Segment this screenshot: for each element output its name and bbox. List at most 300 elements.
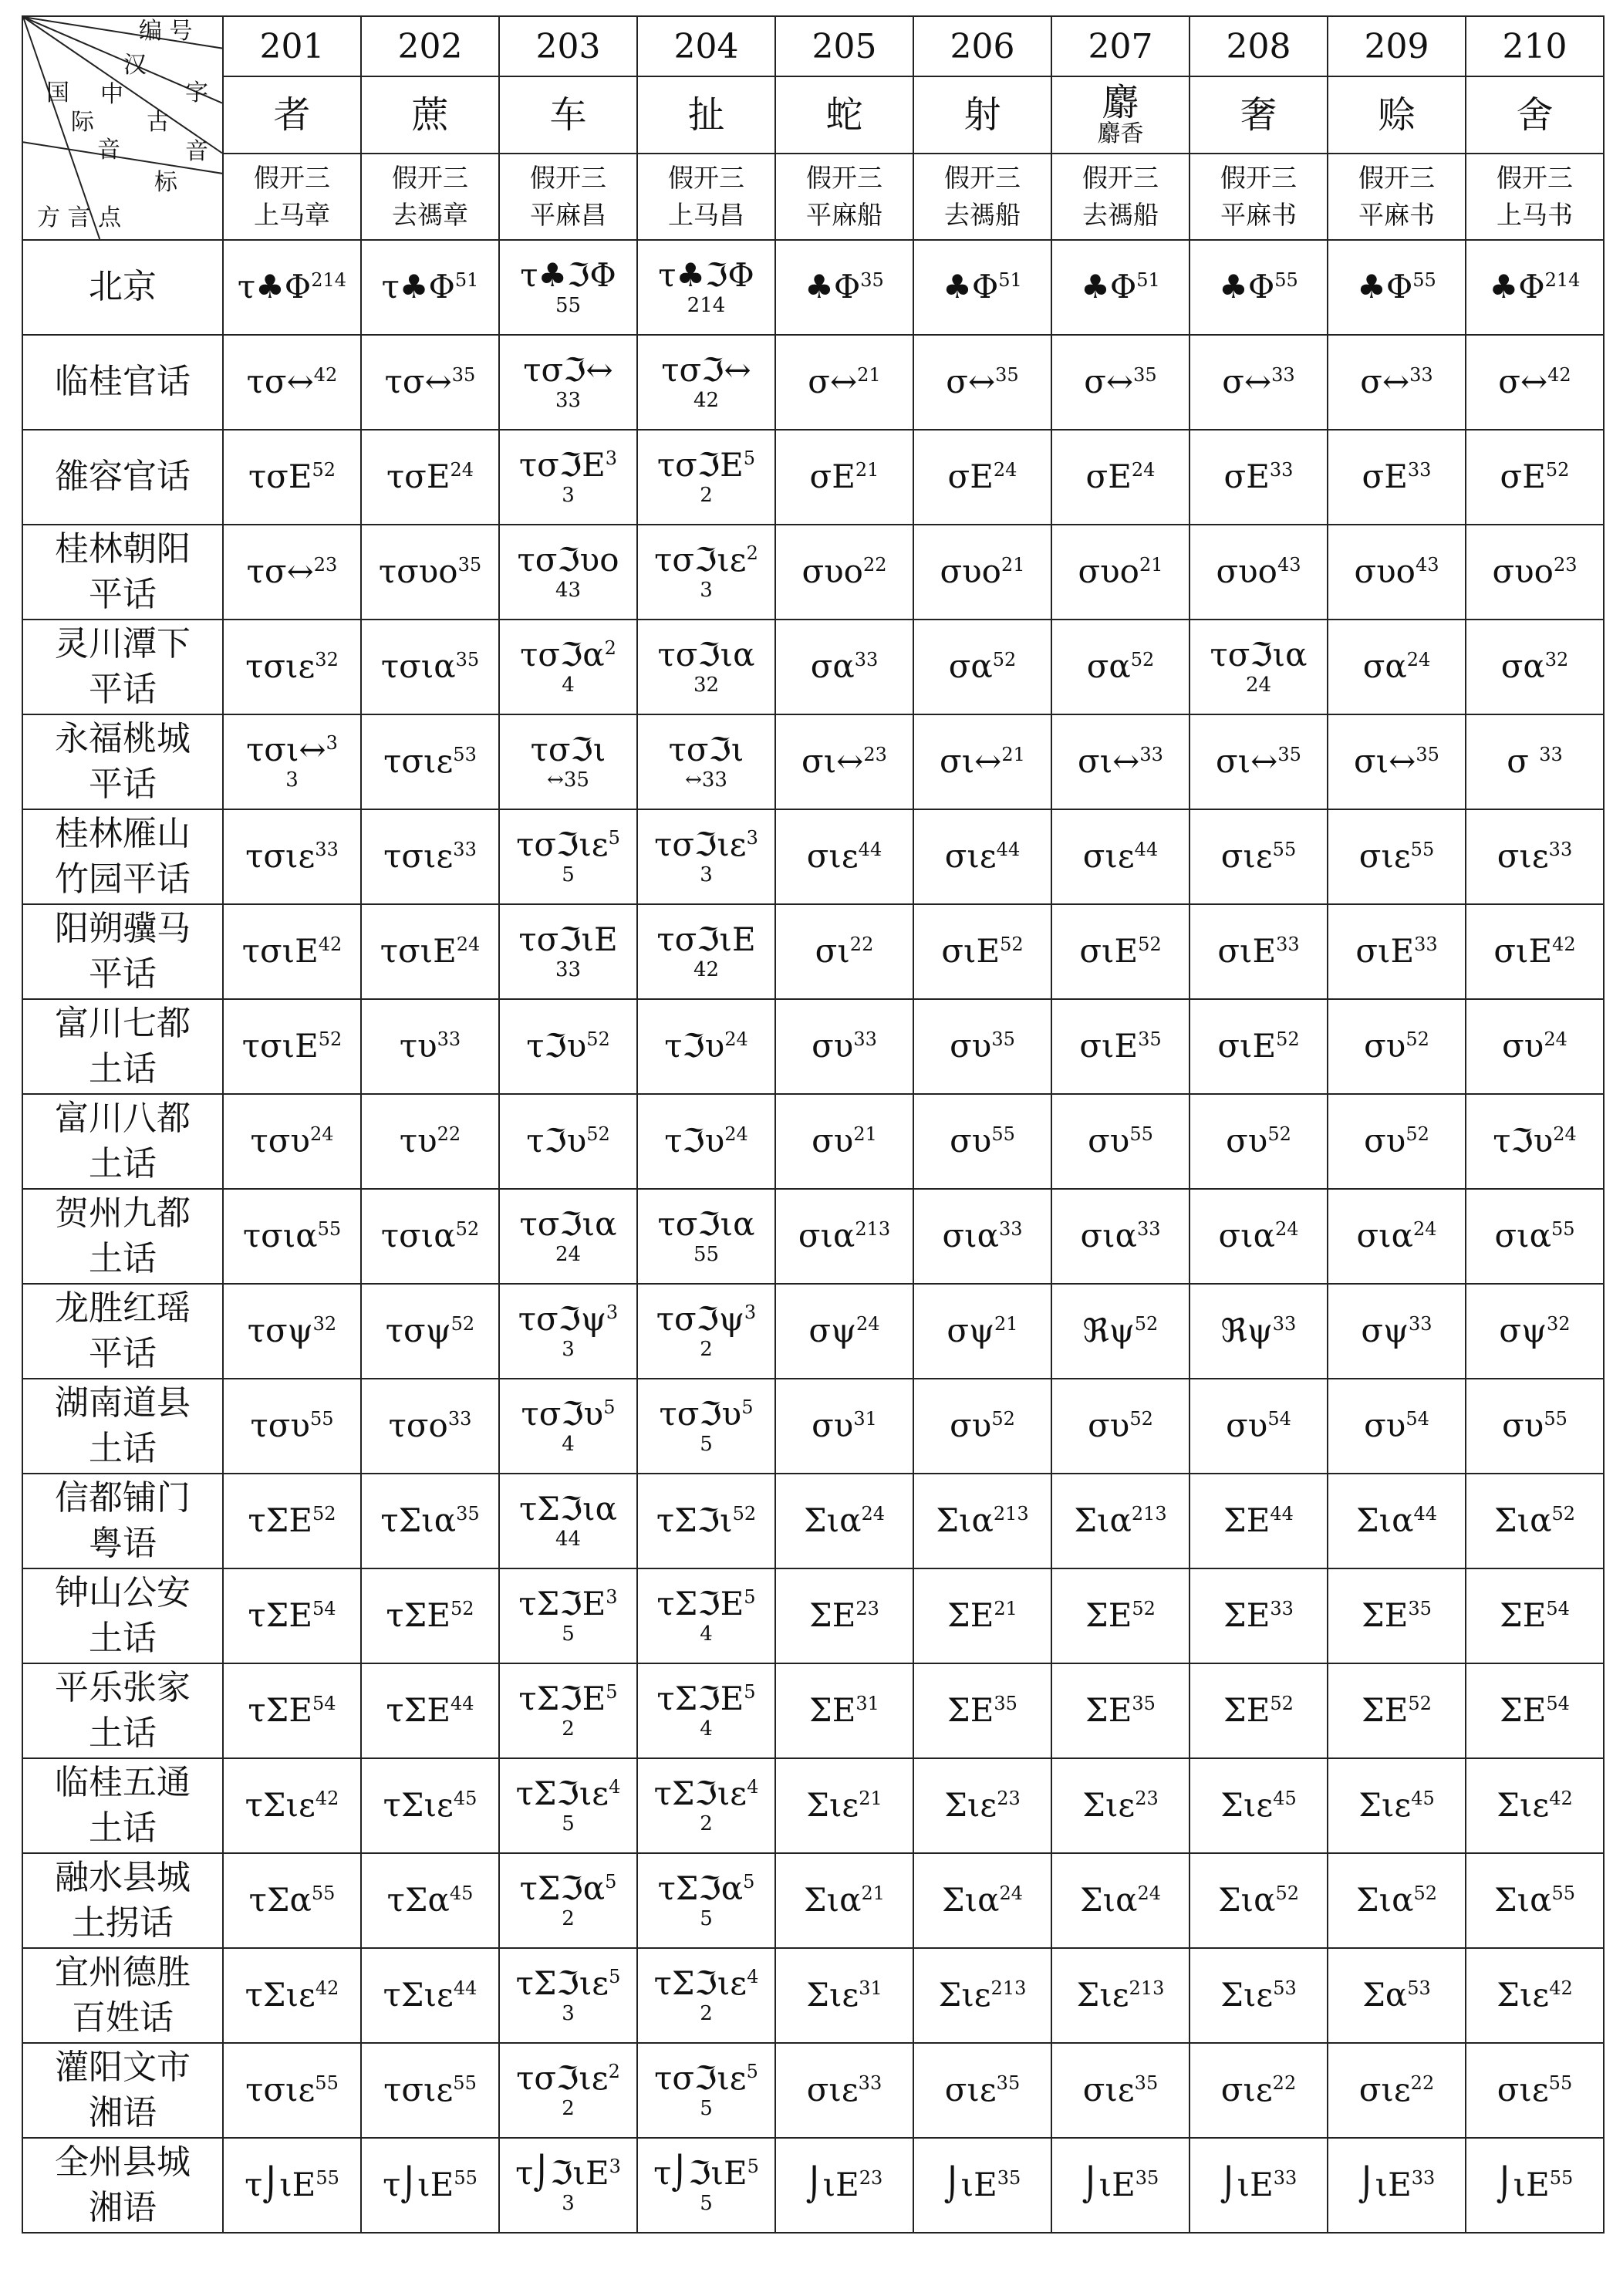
transcription-text: σιE: [1355, 932, 1415, 971]
transcription-line: [362, 933, 498, 970]
transcription-line: [914, 1787, 1051, 1824]
transcription-line: [1190, 1217, 1327, 1254]
transcription-cell: [223, 620, 361, 714]
transcription-text: σα: [1500, 647, 1545, 686]
transcription-line: [1190, 1123, 1327, 1160]
transcription-line: [1328, 2166, 1465, 2203]
tone-second-line: 43: [555, 578, 582, 602]
transcription-text: τσιE: [380, 932, 457, 971]
transcription-text: σα: [948, 647, 993, 686]
transcription-line: [362, 1028, 498, 1065]
transcription-line: [914, 2166, 1051, 2203]
tone-superscript: 52: [991, 1408, 1015, 1430]
transcription-line: [776, 1977, 913, 2014]
tone-superscript: 33: [1272, 1313, 1297, 1335]
dialect-row: [22, 430, 1604, 525]
tone-superscript: 35: [994, 1693, 1017, 1715]
transcription-line: [1190, 838, 1327, 875]
transcription-cell: [1328, 714, 1466, 809]
transcription-text: Σα: [1362, 1976, 1408, 2014]
transcription-text: Σια: [936, 1501, 994, 1540]
transcription-text: Σιε: [1497, 1786, 1550, 1825]
transcription-text: σιε: [1082, 837, 1135, 876]
transcription-cell: [1051, 1474, 1190, 1568]
dialect-point-name: 土话: [89, 1428, 157, 1468]
transcription-cell: [361, 1663, 499, 1758]
transcription-cell: [1328, 999, 1466, 1094]
transcription-line: [1466, 268, 1603, 306]
transcription-text: τσℑια: [657, 1205, 755, 1244]
transcription-text: συο: [1216, 552, 1277, 591]
transcription-cell: [223, 240, 361, 335]
transcription-cell: [775, 1189, 913, 1284]
transcription-cell: [1328, 1663, 1466, 1758]
tone-second-line: 42: [693, 388, 720, 412]
transcription-text: σια: [798, 1217, 855, 1255]
mc-rhyme: 假开三: [1082, 163, 1159, 194]
column-middle-chinese: [637, 154, 775, 240]
transcription-cell: [499, 1189, 637, 1284]
transcription-line: [776, 743, 913, 780]
transcription-cell: [913, 240, 1051, 335]
transcription-text: ♣Φ: [805, 268, 861, 306]
mc-initial: 去禡章: [392, 200, 468, 230]
tone-superscript: 35: [1416, 744, 1439, 766]
transcription-text: τυ: [399, 1122, 437, 1160]
dialect-point-name: 土话: [89, 1238, 157, 1278]
tone-superscript: 52: [1130, 649, 1155, 671]
transcription-cell: [1466, 1758, 1604, 1853]
transcription-line: [1190, 1597, 1327, 1634]
transcription-line: [362, 648, 498, 685]
transcription-cell: [637, 1758, 775, 1853]
dialect-point-name: 平话: [89, 574, 157, 614]
character-text: 蔗: [411, 93, 449, 137]
tone-second-line: 2: [700, 1337, 713, 1361]
transcription-line: [224, 1502, 360, 1539]
character-text: 蛇: [825, 93, 863, 137]
transcription-line: [1052, 1123, 1189, 1160]
tone-superscript: 45: [1411, 1788, 1435, 1810]
transcription-text: τσια: [380, 1217, 456, 1255]
transcription-line: [500, 1775, 636, 1812]
transcription-cell: [361, 809, 499, 904]
transcription-text: συ: [1088, 1406, 1130, 1445]
transcription-cell: [361, 2043, 499, 2138]
tone-superscript: 44: [1270, 1503, 1294, 1525]
transcription-cell: [1328, 335, 1466, 430]
transcription-cell: [913, 1094, 1051, 1189]
dialect-point-cell: [22, 525, 223, 620]
transcription-cell: [1190, 525, 1328, 620]
transcription-line: [224, 553, 360, 590]
tone-superscript: 54: [1267, 1408, 1291, 1430]
column-number: 202: [361, 16, 499, 76]
transcription-text: τ⌡ιE: [245, 2166, 316, 2204]
transcription-text: συ: [1502, 1406, 1544, 1445]
tone-second-line: 33: [555, 388, 582, 412]
corner-label-zi: 字: [185, 79, 208, 106]
tone-superscript: 52: [450, 1313, 475, 1335]
tone-superscript: 52: [732, 1503, 757, 1525]
transcription-text: σE: [1362, 458, 1408, 496]
tone-superscript: 21: [994, 1313, 1018, 1335]
transcription-text: ΣE: [1500, 1596, 1547, 1635]
tone-second-line: 2: [700, 2001, 713, 2025]
transcription-cell: [1328, 2043, 1466, 2138]
transcription-text: Σιε: [806, 1786, 859, 1825]
transcription-line: [1190, 268, 1327, 306]
tone-superscript: 55: [311, 1882, 336, 1905]
tone-superscript: 24: [1412, 1218, 1437, 1241]
tone-superscript: 31: [859, 1977, 882, 2000]
transcription-text: τσψ: [247, 1312, 313, 1350]
transcription-text: σE: [809, 458, 855, 496]
transcription-text: τσℑα: [520, 636, 605, 674]
corner-label-dialect-point: 方 言 点: [37, 204, 122, 231]
transcription-cell: [1051, 1948, 1190, 2043]
transcription-text: σιE: [1493, 932, 1553, 971]
transcription-text: ΣE: [1085, 1691, 1132, 1730]
transcription-cell: [361, 1284, 499, 1379]
transcription-cell: [637, 1379, 775, 1474]
transcription-text: τσιε: [245, 837, 316, 876]
tone-superscript: 23: [997, 1788, 1021, 1810]
transcription-line: [362, 458, 498, 495]
dialect-point-cell: [22, 1474, 223, 1568]
transcription-text: τσℑια: [519, 1205, 617, 1244]
dialect-point-cell: [22, 2138, 223, 2233]
transcription-text: τΣℑE: [656, 1680, 744, 1718]
tone-superscript: 55: [1551, 1218, 1575, 1241]
transcription-text: τσℑια: [1210, 636, 1308, 674]
transcription-cell: [1190, 809, 1328, 904]
dialect-point-cell: [22, 620, 223, 714]
column-character: [775, 76, 913, 154]
tone-superscript: 33: [854, 649, 879, 671]
transcription-line: [500, 1965, 636, 2002]
tone-second-line: 3: [562, 2191, 575, 2215]
mc-rhyme: 假开三: [806, 163, 882, 194]
transcription-line: [914, 1977, 1051, 2014]
transcription-cell: [637, 999, 775, 1094]
tone-superscript: 33: [998, 1218, 1023, 1241]
tone-superscript: 24: [309, 1123, 334, 1146]
transcription-text: ΣE: [947, 1691, 994, 1730]
transcription-cell: [499, 1853, 637, 1948]
character-text: 车: [549, 93, 587, 137]
tone-superscript: 35: [1408, 1598, 1432, 1620]
tone-superscript: 31: [855, 1693, 879, 1715]
transcription-text: σιε: [944, 837, 997, 876]
column-character: [637, 76, 775, 154]
tone-superscript: 22: [1410, 2072, 1435, 2095]
transcription-line: [362, 553, 498, 590]
tone-second-line: 5: [700, 2096, 713, 2120]
transcription-cell: [1051, 904, 1190, 999]
transcription-text: τσℑψ: [656, 1300, 744, 1339]
tone-superscript: 52: [1267, 1123, 1291, 1146]
transcription-cell: [1051, 1568, 1190, 1663]
tone-superscript: 23: [863, 744, 887, 766]
transcription-cell: [1051, 1379, 1190, 1474]
tone-second-line: 2: [562, 2096, 575, 2120]
transcription-line: [362, 743, 498, 780]
tone-second-line: 3: [562, 2001, 575, 2025]
table-body: [22, 16, 1604, 2233]
transcription-line: [776, 1217, 913, 1254]
mc-initial: 平麻书: [1358, 200, 1435, 230]
transcription-line: [1052, 268, 1189, 306]
transcription-cell: [1051, 1094, 1190, 1189]
dialect-point-name: 土拐话: [72, 1903, 174, 1943]
transcription-line: [1190, 1787, 1327, 1824]
transcription-cell: [499, 1663, 637, 1758]
tone-superscript: 33: [453, 839, 477, 861]
transcription-text: τσℑι: [530, 731, 606, 769]
transcription-cell: [499, 809, 637, 904]
transcription-cell: [499, 240, 637, 335]
transcription-text: συ: [1226, 1122, 1268, 1160]
transcription-text: ♣Φ: [1219, 268, 1275, 306]
transcription-cell: [499, 904, 637, 999]
tone-superscript: 35: [860, 269, 884, 292]
transcription-line: [1466, 933, 1603, 970]
transcription-cell: [1190, 1094, 1328, 1189]
transcription-text: τσℑιε: [516, 826, 609, 864]
transcription-cell: [637, 1284, 775, 1379]
transcription-text: Σιε: [1220, 1976, 1274, 2014]
transcription-text: σ↔: [1222, 363, 1272, 401]
tone-superscript: 5: [747, 2156, 759, 2178]
transcription-cell: [499, 620, 637, 714]
transcription-cell: [1328, 1094, 1466, 1189]
transcription-text: συ: [950, 1406, 992, 1445]
tone-superscript: 55: [317, 1218, 342, 1241]
transcription-line: [362, 2166, 498, 2203]
column-middle-chinese: [1051, 154, 1190, 240]
mc-rhyme: 假开三: [944, 163, 1021, 194]
transcription-text: σE: [1223, 458, 1270, 496]
transcription-line: [1328, 553, 1465, 590]
transcription-line: [776, 1407, 913, 1444]
transcription-line: [776, 1787, 913, 1824]
tone-superscript: 35: [1138, 1028, 1162, 1051]
transcription-line: [776, 1028, 913, 1065]
transcription-cell: [1328, 1284, 1466, 1379]
transcription-text: Σιε: [1076, 1976, 1129, 2014]
transcription-line: [1052, 553, 1189, 590]
header-row-middle-chinese: [22, 154, 1604, 240]
transcription-text: τΣα: [386, 1881, 450, 1920]
transcription-line: [362, 1882, 498, 1919]
transcription-cell: [637, 240, 775, 335]
transcription-text: τΣℑιε: [515, 1964, 609, 2003]
mc-initial: 平麻船: [806, 200, 882, 230]
transcription-line: [224, 1977, 360, 2014]
tone-superscript: 52: [1551, 1503, 1576, 1525]
transcription-line: [1466, 458, 1603, 495]
transcription-cell: [913, 1568, 1051, 1663]
transcription-text: συ: [1226, 1406, 1268, 1445]
tone-superscript: 21: [859, 1788, 882, 1810]
transcription-cell: [1466, 1474, 1604, 1568]
transcription-text: ⌡ιE: [1496, 2166, 1550, 2204]
transcription-text: τσℑιε: [516, 2059, 609, 2098]
dialect-row: [22, 999, 1604, 1094]
dialect-point-name: 雒容官话: [55, 457, 191, 497]
transcription-text: Σια: [1355, 1501, 1414, 1540]
tone-superscript: 42: [1552, 934, 1576, 956]
transcription-line: [1328, 363, 1465, 400]
column-character: [1190, 76, 1328, 154]
dialect-row: [22, 809, 1604, 904]
transcription-line: [1052, 933, 1189, 970]
tone-superscript: 31: [853, 1408, 877, 1430]
transcription-text: τℑυ: [526, 1027, 587, 1065]
dialect-point-name: 百姓话: [72, 1997, 174, 2038]
tone-superscript: 5: [741, 1396, 754, 1419]
transcription-text: τΣE: [248, 1596, 313, 1635]
mc-rhyme: 假开三: [530, 163, 606, 194]
transcription-line: [1190, 2166, 1327, 2203]
transcription-cell: [223, 714, 361, 809]
transcription-text: συ: [812, 1122, 854, 1160]
transcription-line: [362, 268, 498, 306]
corner-label-yin1: 音: [97, 137, 120, 164]
transcription-text: σι↔: [1078, 742, 1140, 781]
transcription-line: [914, 1502, 1051, 1539]
transcription-line: [1466, 1123, 1603, 1160]
dialect-row: [22, 1379, 1604, 1474]
dialect-row: [22, 2043, 1604, 2138]
dialect-point-cell: [22, 2043, 223, 2138]
transcription-text: σι: [815, 932, 850, 971]
transcription-line: [914, 1597, 1051, 1634]
transcription-line: [500, 826, 636, 863]
transcription-text: ♣Φ: [943, 268, 999, 306]
column-middle-chinese: [499, 154, 637, 240]
tone-superscript: 44: [1413, 1503, 1438, 1525]
transcription-cell: [775, 1474, 913, 1568]
dialect-table-page: [22, 15, 1605, 2234]
transcription-cell: [361, 1094, 499, 1189]
transcription-line: [362, 363, 498, 400]
transcription-text: Σια: [1493, 1501, 1552, 1540]
tone-superscript: 23: [859, 2167, 883, 2190]
dialect-row: [22, 240, 1604, 335]
tone-superscript: 52: [1132, 1598, 1156, 1620]
transcription-line: [1052, 838, 1189, 875]
transcription-text: Σιε: [944, 1786, 997, 1825]
tone-superscript: 55: [1410, 839, 1435, 861]
tone-second-line: 214: [687, 293, 726, 317]
transcription-line: [1052, 648, 1189, 685]
transcription-text: ⌡ιE: [943, 2166, 997, 2204]
dialect-point-name: 湘语: [89, 2187, 157, 2227]
transcription-cell: [1051, 999, 1190, 1094]
transcription-cell: [1328, 1758, 1466, 1853]
transcription-line: [638, 636, 774, 674]
character-text: 麝: [1102, 81, 1139, 125]
tone-superscript: 43: [1415, 554, 1439, 576]
transcription-cell: [1051, 1663, 1190, 1758]
dialect-point-name: 湖南道县: [55, 1383, 191, 1423]
transcription-text: τσ↔: [246, 552, 314, 591]
transcription-cell: [913, 1663, 1051, 1758]
transcription-line: [914, 933, 1051, 970]
transcription-text: σιE: [941, 932, 1001, 971]
transcription-cell: [223, 525, 361, 620]
tone-superscript: 52: [1270, 1693, 1294, 1715]
transcription-line: [362, 1692, 498, 1729]
transcription-cell: [1466, 1663, 1604, 1758]
column-middle-chinese: [775, 154, 913, 240]
dialect-point-cell: [22, 714, 223, 809]
transcription-cell: [1466, 1948, 1604, 2043]
transcription-text: σιε: [806, 2071, 859, 2109]
tone-second-line: 5: [562, 1622, 575, 1646]
transcription-line: [500, 542, 636, 579]
tone-superscript: 35: [995, 364, 1019, 387]
tone-second-line: 2: [562, 1906, 575, 1930]
tone-superscript: 33: [1548, 839, 1573, 861]
transcription-text: σιε: [1497, 837, 1549, 876]
transcription-line: [500, 2155, 636, 2192]
transcription-cell: [361, 430, 499, 525]
transcription-line: [1466, 1312, 1603, 1349]
transcription-line: [224, 2166, 360, 2203]
column-middle-chinese: [361, 154, 499, 240]
transcription-cell: [223, 1758, 361, 1853]
tone-superscript: 3: [746, 827, 758, 849]
transcription-cell: [913, 430, 1051, 525]
transcription-line: [914, 553, 1051, 590]
column-character: [1328, 76, 1466, 154]
mc-initial: 上马章: [254, 200, 330, 230]
transcription-cell: [223, 1853, 361, 1948]
transcription-text: ⌡ιE: [805, 2166, 859, 2204]
transcription-line: [1328, 1028, 1465, 1065]
transcription-cell: [775, 1094, 913, 1189]
tone-superscript: 52: [312, 459, 336, 481]
transcription-cell: [637, 525, 775, 620]
transcription-line: [914, 1123, 1051, 1160]
dialect-point-name: 平乐张家: [55, 1668, 191, 1708]
tone-superscript: 3: [326, 732, 338, 755]
tone-superscript: 51: [1136, 269, 1160, 292]
dialect-point-name: 阳朔骥马: [55, 909, 191, 949]
transcription-line: [224, 1123, 360, 1160]
transcription-cell: [1328, 240, 1466, 335]
transcription-cell: [361, 2138, 499, 2233]
transcription-cell: [1328, 2138, 1466, 2233]
transcription-line: [1466, 1692, 1603, 1729]
dialect-point-cell: [22, 1379, 223, 1474]
corner-header-cell: [22, 16, 223, 240]
transcription-cell: [1466, 1094, 1604, 1189]
dialect-point-name: 临桂五通: [55, 1763, 191, 1803]
transcription-cell: [1051, 2043, 1190, 2138]
transcription-text: τΣℑE: [656, 1585, 744, 1623]
transcription-line: [224, 648, 360, 685]
transcription-cell: [361, 714, 499, 809]
transcription-cell: [499, 999, 637, 1094]
tone-second-line: 24: [1245, 673, 1272, 697]
header-row-character: [22, 76, 1604, 154]
transcription-cell: [913, 1758, 1051, 1853]
transcription-line: [500, 1301, 636, 1338]
